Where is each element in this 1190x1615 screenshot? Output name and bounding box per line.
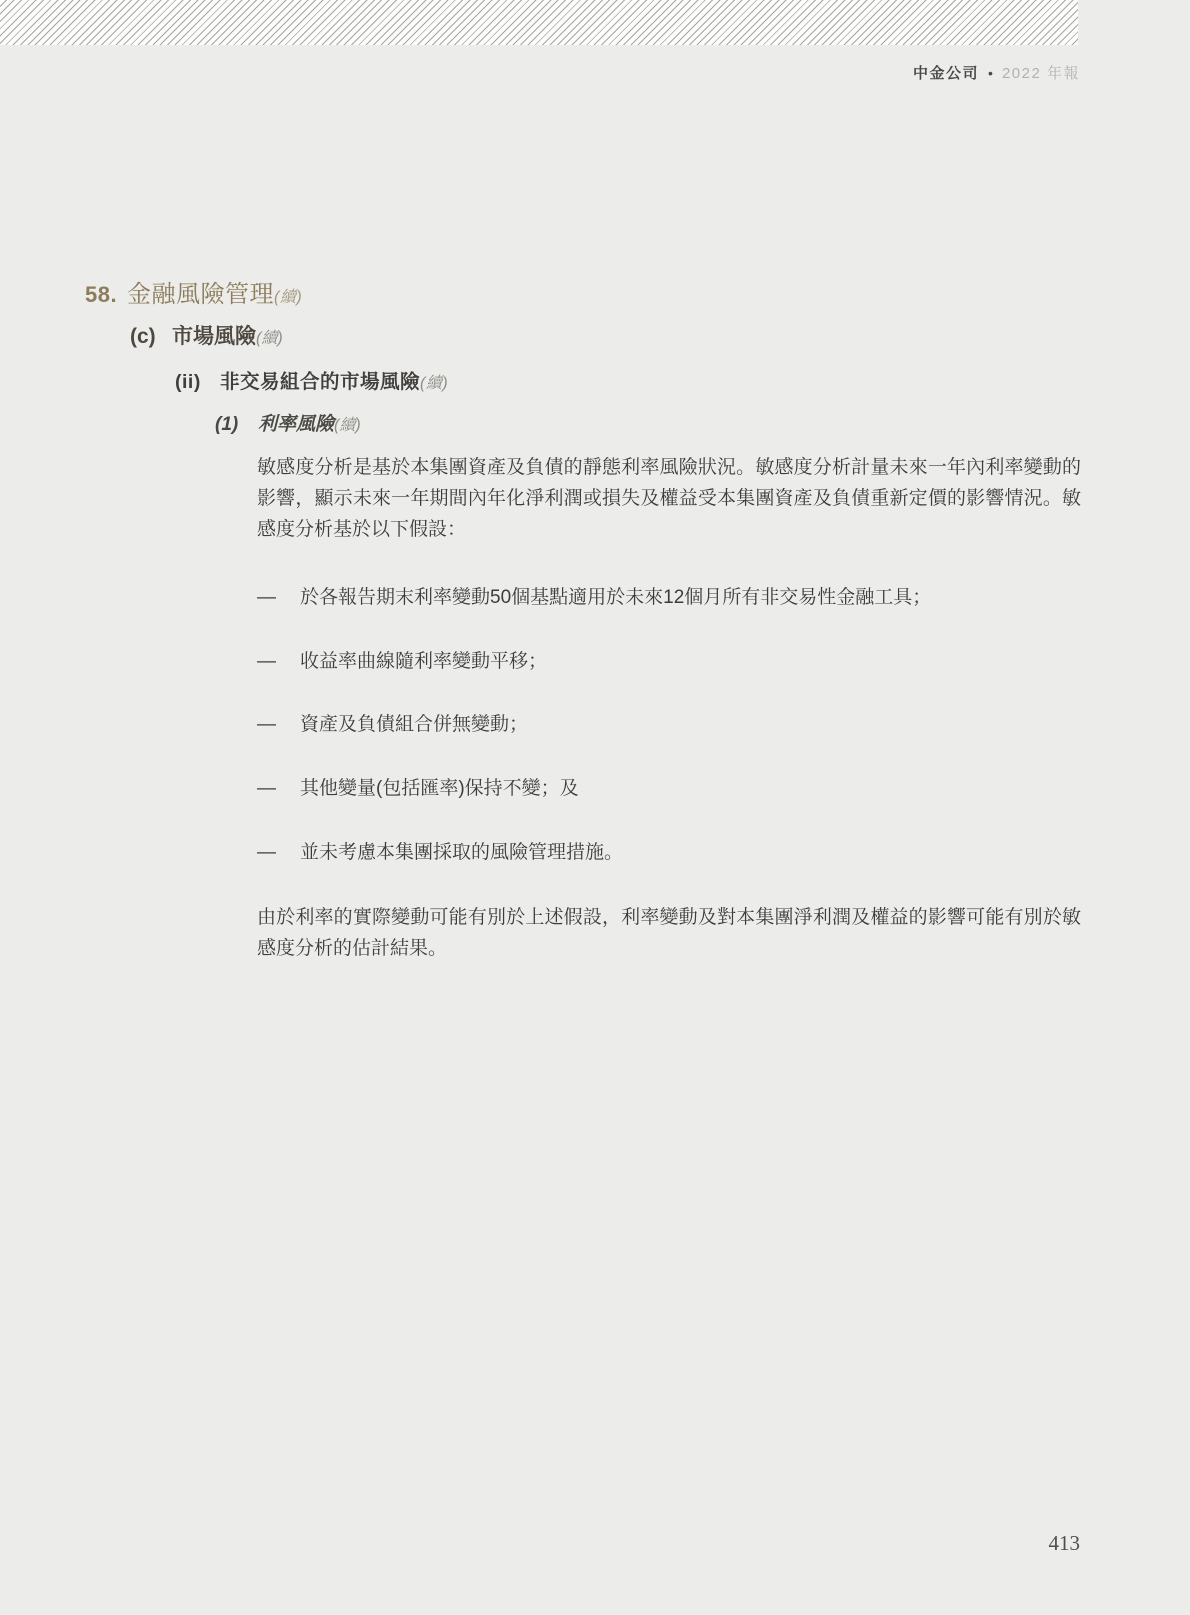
bullet-dash: — [257, 714, 276, 735]
interest-rate-label: (1) [215, 414, 239, 435]
interest-rate-title: 利率風險 [258, 414, 335, 435]
bullet-dash: — [257, 778, 276, 799]
non-trading-continued-marker: (續) [420, 375, 449, 392]
assumption-text: 收益率曲線隨利率變動平移； [300, 651, 548, 672]
non-trading-heading [175, 366, 448, 394]
intro-paragraph: 敏感度分析是基於本集團資產及負債的靜態利率風險狀況。敏感度分析計量未來一年內利率變動的影響，顯示未來一年期間內年化淨利潤或損失及權益受本集團資產及負債重新定價的影響情況。敏感度分析基於以下假設： [257, 457, 1081, 540]
bullet-dash: — [257, 587, 276, 608]
diagonal-stripe-pattern [0, 0, 1078, 45]
market-risk-label: (c) [130, 325, 156, 348]
section-number: 58. [85, 282, 118, 307]
assumption-item [257, 585, 1081, 611]
interest-rate-heading [215, 409, 361, 436]
market-risk-continued-marker: (續) [256, 330, 283, 347]
interest-rate-continued-marker: (續) [334, 417, 361, 434]
assumption-item [257, 649, 1081, 675]
section-title: 金融風險管理 [127, 281, 274, 308]
page-number: 413 [1048, 1531, 1080, 1555]
non-trading-label: (ii) [175, 371, 201, 393]
market-risk-title: 市場風險 [172, 325, 256, 348]
bullet-dash: — [257, 651, 276, 672]
bullet-dash: — [257, 842, 276, 863]
section-58-heading [85, 274, 302, 309]
assumption-text: 於各報告期末利率變動50個基點適用於未來12個月所有非交易性金融工具； [300, 587, 932, 608]
company-name: 中金公司 [913, 65, 980, 82]
assumption-text: 資產及負債組合併無變動； [300, 714, 529, 735]
report-year-label: 2022 年報 [1001, 65, 1080, 82]
assumption-item [257, 712, 1081, 738]
bullet-separator-icon: • [988, 64, 993, 81]
assumption-item [257, 840, 1081, 866]
closing-paragraph: 由於利率的實際變動可能有別於上述假設，利率變動及對本集團淨利潤及權益的影響可能有別於敏感度分析的估計結果。 [257, 907, 1081, 959]
assumption-item [257, 776, 1081, 802]
running-header [913, 62, 1080, 83]
market-risk-heading [130, 320, 283, 350]
assumption-text: 並未考慮本集團採取的風險管理措施。 [300, 842, 624, 863]
assumption-text: 其他變量(包括匯率)保持不變；及 [300, 778, 579, 799]
section-continued-marker: (續) [274, 289, 303, 306]
non-trading-title: 非交易組合的市場風險 [220, 371, 421, 393]
